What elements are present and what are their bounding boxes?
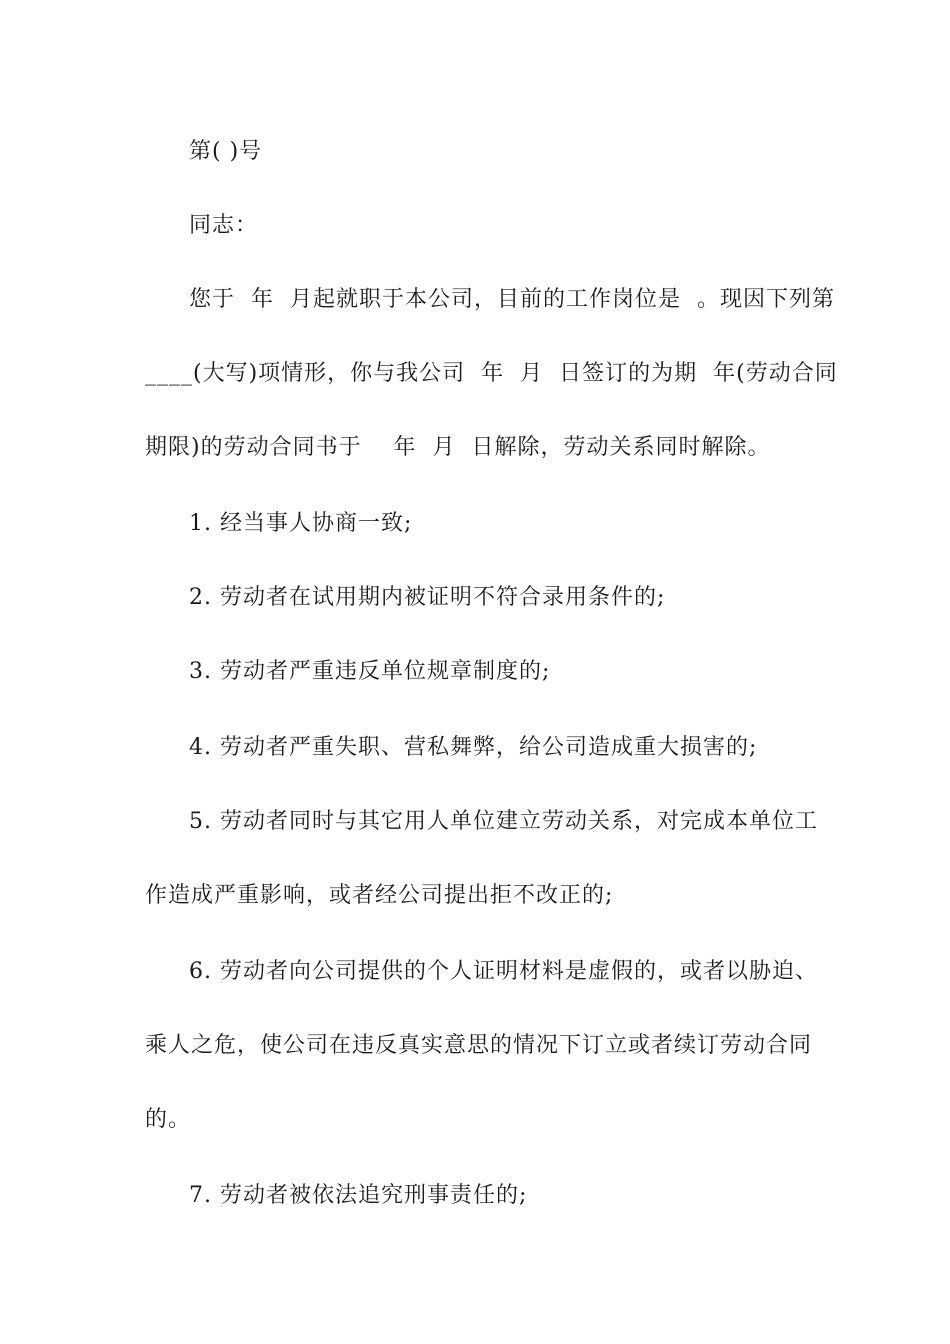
intro-line-2: ____(大写)项情形，你与我公司 年 月 日签订的为期 年(劳动合同 [145,361,838,386]
salutation: 同志： [189,213,259,238]
intro-line-1: 您于 年 月起就职于本公司，目前的工作岗位是 。现因下列第 [189,287,835,312]
list-item-3: 3. 劳动者严重违反单位规章制度的; [189,659,551,684]
list-item-6-line-3: 的。 [145,1107,192,1132]
list-item-6-line-1: 6. 劳动者向公司提供的个人证明材料是虚假的，或者以胁迫、 [189,959,818,984]
document-number-line: 第( )号 [189,139,263,164]
list-item-4: 4. 劳动者严重失职、营私舞弊，给公司造成重大损害的; [189,735,758,760]
list-item-5-line-2: 作造成严重影响，或者经公司提出拒不改正的; [145,883,614,908]
list-item-5-line-1: 5. 劳动者同时与其它用人单位建立劳动关系，对完成本单位工 [189,809,818,834]
intro-line-3: 期限)的劳动合同书于 年 月 日解除，劳动关系同时解除。 [145,435,771,460]
list-item-7: 7. 劳动者被依法追究刑事责任的; [189,1183,528,1208]
list-item-1: 1. 经当事人协商一致; [189,511,413,536]
list-item-6-line-2: 乘人之危，使公司在违反真实意思的情况下订立或者续订劳动合同 [145,1033,813,1058]
list-item-2: 2. 劳动者在试用期内被证明不符合录用条件的; [189,585,666,610]
